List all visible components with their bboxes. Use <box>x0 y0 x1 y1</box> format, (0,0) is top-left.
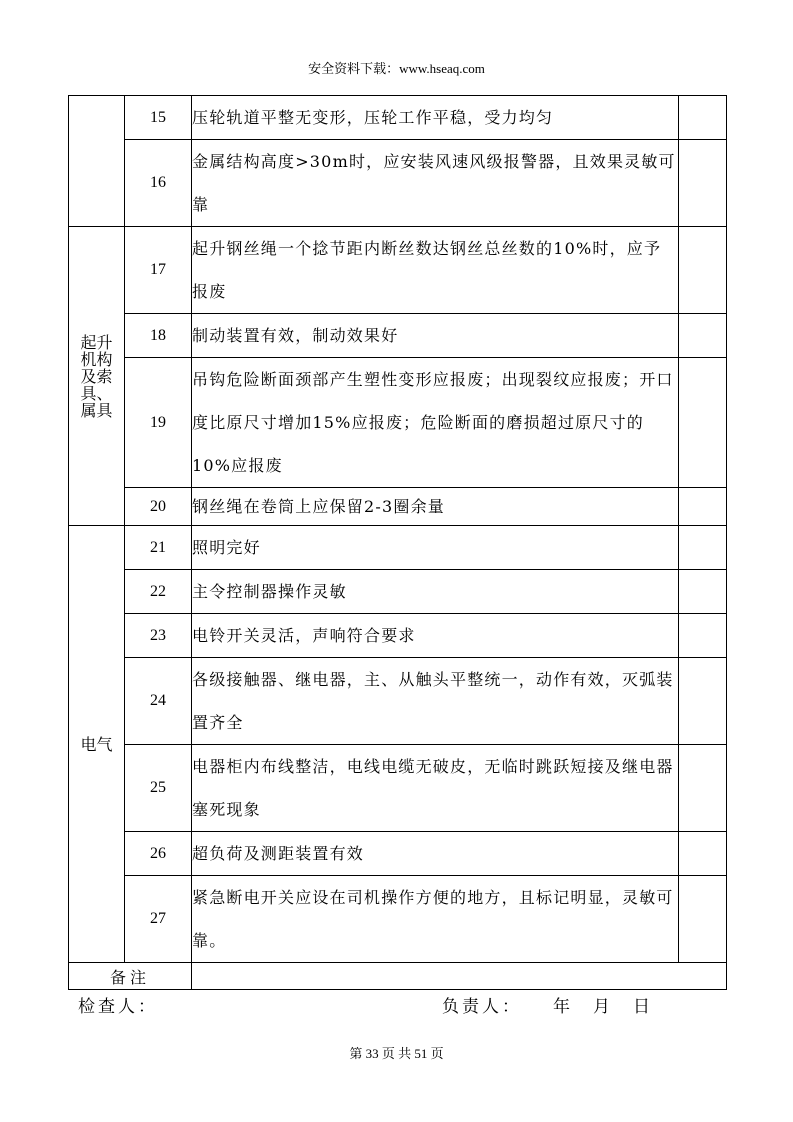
check-cell <box>679 314 727 358</box>
date-label: 年 月 日 <box>553 997 653 1017</box>
item-number: 24 <box>125 658 192 745</box>
item-text: 起升钢丝绳一个捻节距内断丝数达钢丝总丝数的10%时，应予报废 <box>192 227 679 314</box>
item-text: 各级接触器、继电器，主、从触头平整统一，动作有效，灭弧装置齐全 <box>192 658 679 745</box>
category-cell-blank <box>69 96 125 227</box>
check-cell <box>679 570 727 614</box>
item-number: 19 <box>125 358 192 488</box>
page-footer: 第 33 页 共 51 页 <box>349 1046 444 1061</box>
item-number: 15 <box>125 96 192 140</box>
item-text: 超负荷及测距装置有效 <box>192 832 679 876</box>
item-number: 25 <box>125 745 192 832</box>
item-text: 照明完好 <box>192 526 679 570</box>
check-cell <box>679 488 727 526</box>
item-text: 电器柜内布线整洁，电线电缆无破皮，无临时跳跃短接及继电器塞死现象 <box>192 745 679 832</box>
check-cell <box>679 526 727 570</box>
item-text: 钢丝绳在卷筒上应保留2-3圈余量 <box>192 488 679 526</box>
category-electrical: 电气 <box>69 526 125 963</box>
check-cell <box>679 140 727 227</box>
item-number: 27 <box>125 876 192 963</box>
check-cell <box>679 227 727 314</box>
item-number: 21 <box>125 526 192 570</box>
responsible-label: 负责人： <box>442 997 522 1017</box>
item-text: 制动装置有效，制动效果好 <box>192 314 679 358</box>
item-number: 22 <box>125 570 192 614</box>
item-text: 主令控制器操作灵敏 <box>192 570 679 614</box>
remark-cell <box>192 963 727 990</box>
check-cell <box>679 358 727 488</box>
item-text: 压轮轨道平整无变形，压轮工作平稳，受力均匀 <box>192 96 679 140</box>
check-cell <box>679 745 727 832</box>
item-number: 23 <box>125 614 192 658</box>
check-cell <box>679 658 727 745</box>
check-cell <box>679 832 727 876</box>
item-number: 18 <box>125 314 192 358</box>
item-number: 20 <box>125 488 192 526</box>
check-cell <box>679 876 727 963</box>
item-number: 26 <box>125 832 192 876</box>
page-header: 安全资料下载：www.hseaq.com <box>308 61 485 76</box>
remark-label: 备注 <box>69 963 192 990</box>
inspection-table <box>68 95 727 990</box>
category-lifting: 起升机构及索具、属具 <box>69 227 125 526</box>
item-text: 金属结构高度>30m时，应安装风速风级报警器，且效果灵敏可靠 <box>192 140 679 227</box>
item-number: 17 <box>125 227 192 314</box>
item-text: 电铃开关灵活，声响符合要求 <box>192 614 679 658</box>
check-cell <box>679 96 727 140</box>
item-number: 16 <box>125 140 192 227</box>
item-text: 吊钩危险断面颈部产生塑性变形应报废；出现裂纹应报废；开口度比原尺寸增加15%应报废；危险断面的磨损超过原尺寸的10%应报废 <box>192 358 679 488</box>
check-cell <box>679 614 727 658</box>
inspector-label: 检查人： <box>78 997 158 1017</box>
item-text: 紧急断电开关应设在司机操作方便的地方，且标记明显，灵敏可靠。 <box>192 876 679 963</box>
